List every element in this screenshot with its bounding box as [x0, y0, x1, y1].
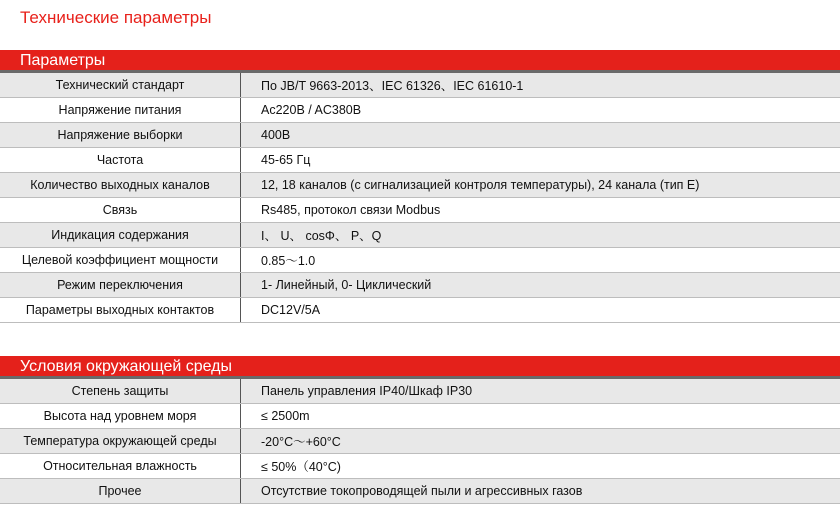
row-value: Ac220B / AC380B	[261, 103, 362, 117]
row-value: 12, 18 каналов (с сигнализацией контроля температуры), 24 канала (тип Е)	[261, 178, 700, 192]
row-label: Напряжение питания	[0, 98, 241, 122]
row-label: Частота	[0, 148, 241, 172]
parameters-table	[0, 73, 840, 323]
table-row	[0, 248, 840, 273]
row-value: ≤ 2500m	[261, 409, 310, 423]
row-value: 0.85～1.0	[261, 254, 316, 268]
row-label: Высота над уровнем моря	[0, 404, 241, 428]
table-row	[0, 379, 840, 404]
row-value: Rs485, протокол связи Modbus	[261, 203, 441, 217]
table-row	[0, 298, 840, 323]
row-value: Отсутствие токопроводящей пыли и агрессивных газов	[261, 484, 583, 498]
table-row	[0, 148, 840, 173]
table-row	[0, 404, 840, 429]
row-label: Напряжение выборки	[0, 123, 241, 147]
row-value: -20°C～+60°C	[261, 435, 341, 449]
table-row	[0, 273, 840, 298]
row-value: I、 U、 cosΦ、 P、Q	[261, 229, 382, 243]
header-divider	[0, 376, 840, 379]
table-row	[0, 479, 840, 504]
row-value: По JB/T 9663-2013、IEC 61326、IEC 61610-1	[261, 79, 524, 93]
row-label: Температура окружающей среды	[0, 429, 241, 453]
table-row	[0, 73, 840, 98]
table-row	[0, 429, 840, 454]
section-environment	[0, 356, 840, 504]
section-header	[0, 50, 840, 73]
section-title: Условия окружающей среды	[20, 358, 232, 375]
table-row	[0, 223, 840, 248]
row-label: Относительная влажность	[0, 454, 241, 478]
row-label: Технический стандарт	[0, 73, 241, 97]
environment-table	[0, 379, 840, 504]
row-value: 45-65 Гц	[261, 153, 311, 167]
row-value: ≤ 50%（40°C)	[261, 460, 341, 474]
section-header	[0, 356, 840, 379]
row-value: 400B	[261, 128, 291, 142]
row-label: Степень защиты	[0, 379, 241, 403]
row-value: Панель управления IP40/Шкаф IP30	[261, 384, 473, 398]
row-label: Количество выходных каналов	[0, 173, 241, 197]
row-label: Целевой коэффициент мощности	[0, 248, 241, 272]
table-row	[0, 123, 840, 148]
row-label: Параметры выходных контактов	[0, 298, 241, 322]
section-title: Параметры	[20, 52, 106, 69]
row-label: Режим переключения	[0, 273, 241, 297]
table-row	[0, 198, 840, 223]
header-divider	[0, 70, 840, 73]
row-label: Индикация содержания	[0, 223, 241, 247]
table-row	[0, 98, 840, 123]
row-value: 1- Линейный, 0- Циклический	[261, 278, 432, 292]
row-value: DC12V/5A	[261, 303, 321, 317]
page-title: Технические параметры	[20, 8, 212, 27]
row-label: Прочее	[0, 479, 241, 503]
table-row	[0, 454, 840, 479]
row-label: Связь	[0, 198, 241, 222]
table-row	[0, 173, 840, 198]
section-parameters	[0, 50, 840, 323]
